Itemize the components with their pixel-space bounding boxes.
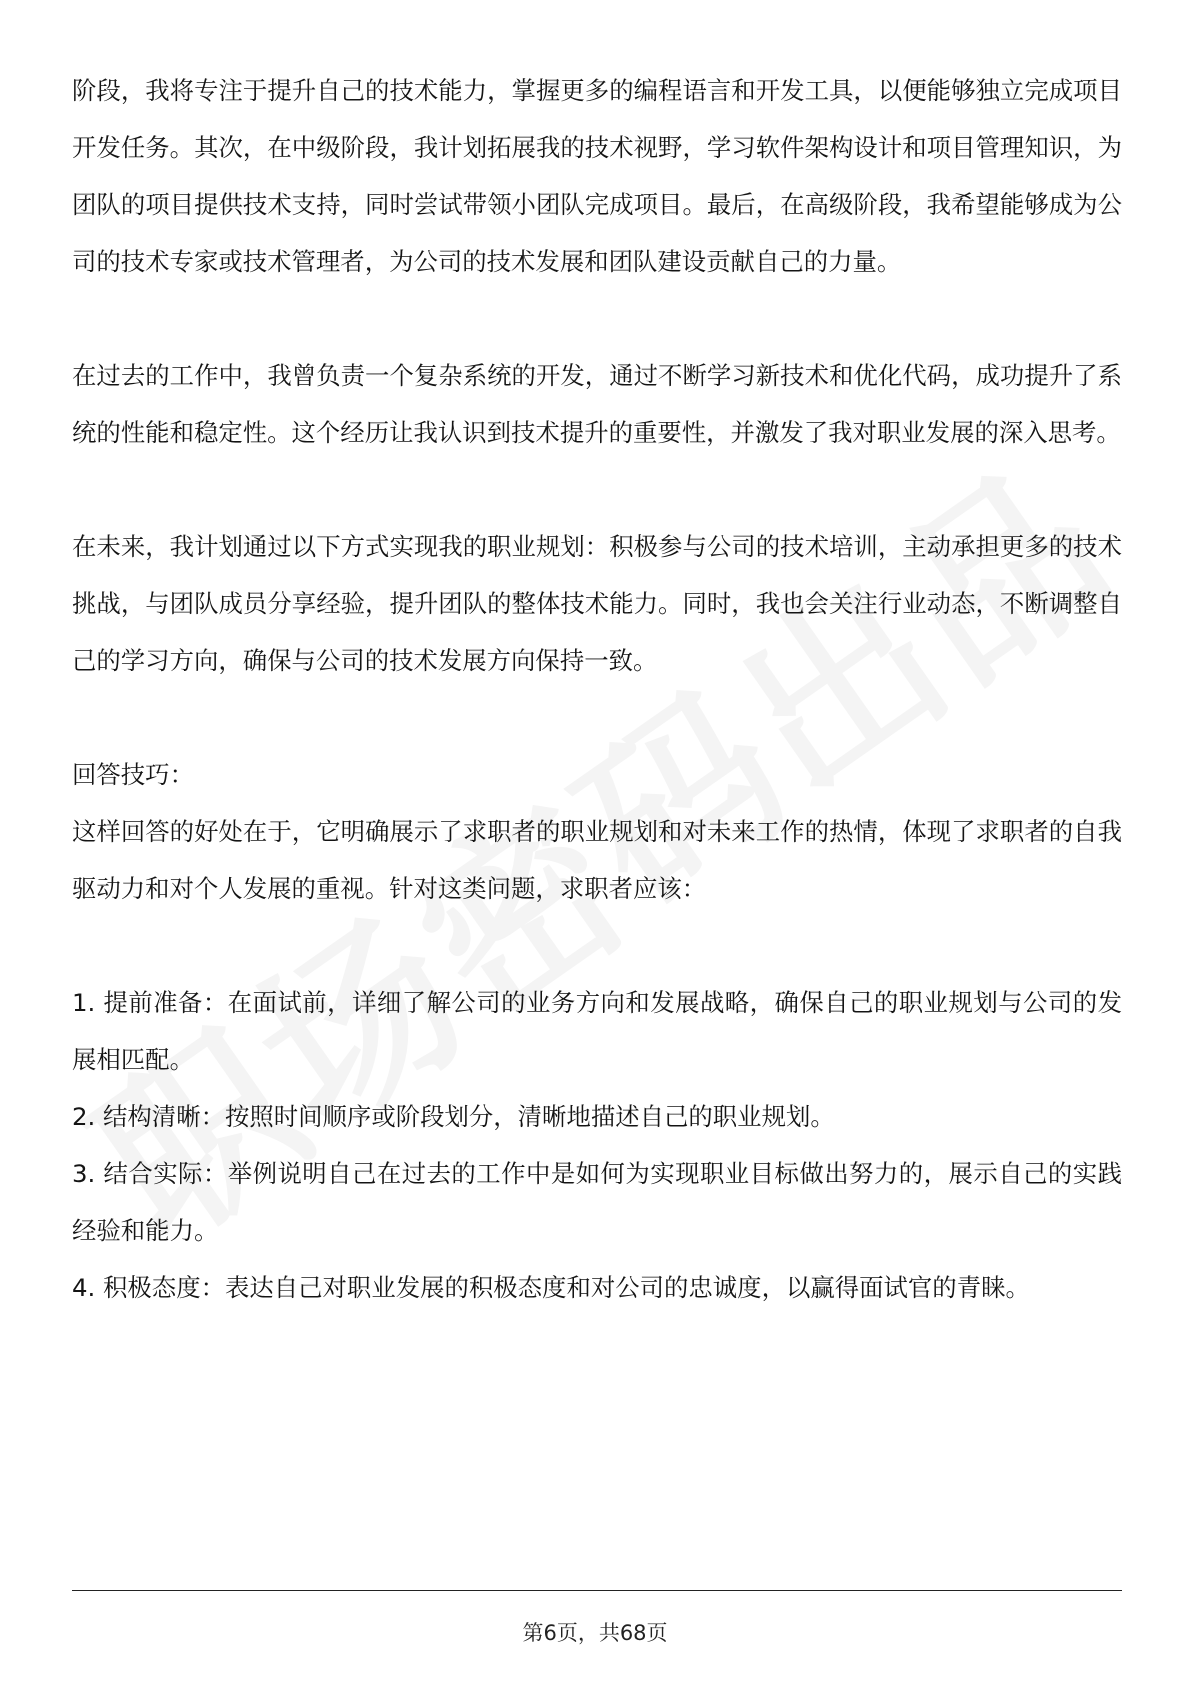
paragraph-past-experience: 在过去的工作中，我曾负责一个复杂系统的开发，通过不断学习新技术和优化代码，成功提升了系统的性能和稳定性。这个经历让我认识到技术提升的重要性，并激发了我对职业发展的深入思考。 [72, 361, 1122, 447]
paragraph-gap [72, 290, 1122, 347]
paragraph-gap [72, 917, 1122, 974]
page-number: 第6页，共68页 [522, 1621, 668, 1645]
tip-item-practice: 3. 结合实际：举例说明自己在过去的工作中是如何为实现职业目标做出努力的，展示自己的实践经验和能力。 [72, 1159, 1122, 1245]
paragraph-career-stages: 阶段，我将专注于提升自己的技术能力，掌握更多的编程语言和开发工具，以便能够独立完成项目开发任务。其次，在中级阶段，我计划拓展我的技术视野，学习软件架构设计和项目管理知识，为团队的项目提供技术支持，同时尝试带领小团队完成项目。最后，在高级阶段，我希望能够成为公司的技术专家或技术管理者，为公司的技术发展和团队建设贡献自己的力量。 [72, 76, 1122, 276]
tip-item-structure: 2. 结构清晰：按照时间顺序或阶段划分，清晰地描述自己的职业规划。 [72, 1102, 835, 1131]
document-body [72, 62, 1122, 1316]
paragraph-gap [72, 461, 1122, 518]
tip-item-attitude: 4. 积极态度：表达自己对职业发展的积极态度和对公司的忠诚度，以赢得面试官的青睐。 [72, 1273, 1030, 1302]
tips-heading: 回答技巧： [72, 760, 194, 789]
footer-divider [72, 1590, 1122, 1591]
tips-intro: 这样回答的好处在于，它明确展示了求职者的职业规划和对未来工作的热情，体现了求职者的自我驱动力和对个人发展的重视。针对这类问题，求职者应该： [72, 817, 1122, 903]
tip-item-prepare: 1. 提前准备：在面试前，详细了解公司的业务方向和发展战略，确保自己的职业规划与公司的发展相匹配。 [72, 988, 1122, 1074]
paragraph-future-plan: 在未来，我计划通过以下方式实现我的职业规划：积极参与公司的技术培训，主动承担更多的技术挑战，与团队成员分享经验，提升团队的整体技术能力。同时，我也会关注行业动态，不断调整自己的学习方向，确保与公司的技术发展方向保持一致。 [72, 532, 1122, 675]
paragraph-gap [72, 689, 1122, 746]
